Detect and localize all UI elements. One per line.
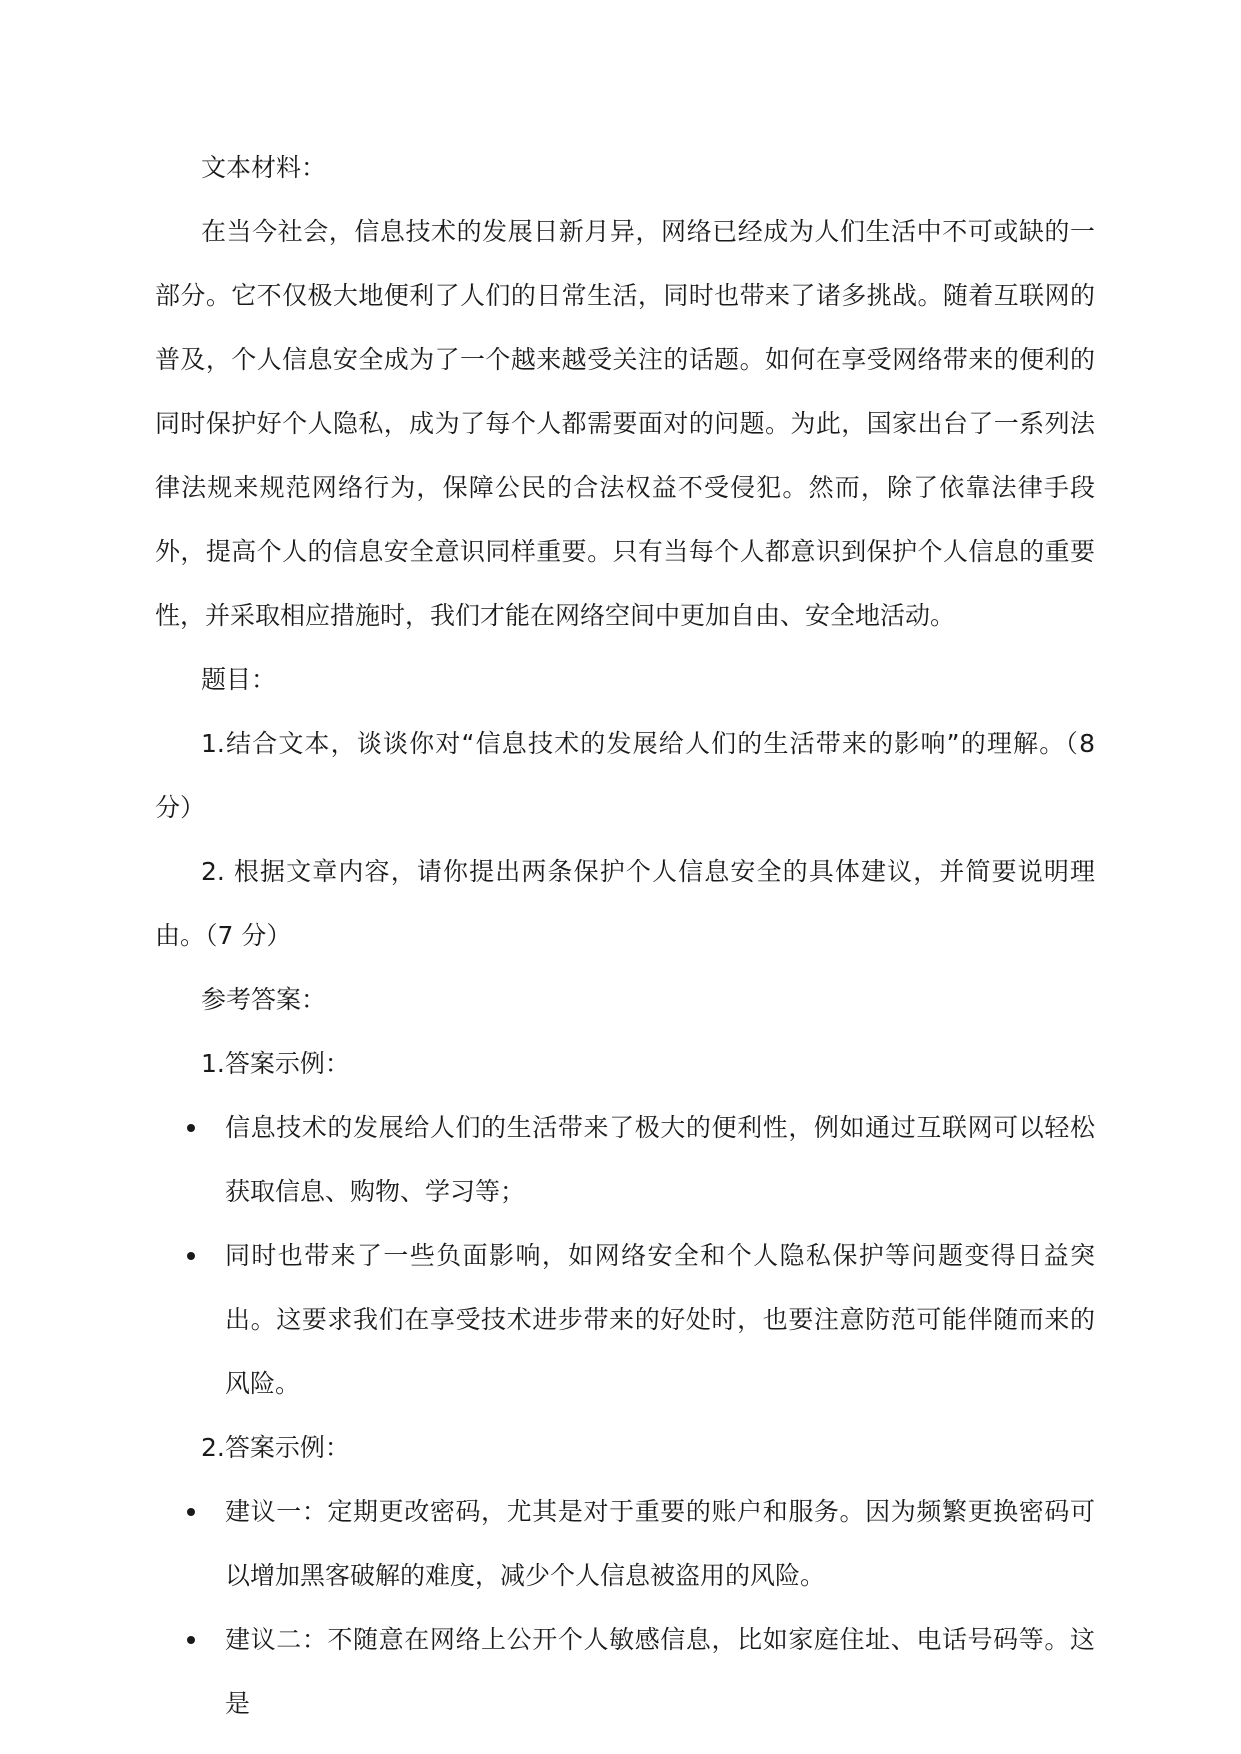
document-body (155, 136, 1095, 1736)
answer-1-list (155, 1096, 1095, 1416)
answer-2-heading: 2.答案示例： (201, 1433, 350, 1462)
list-item (155, 1608, 1095, 1736)
bullet-icon (187, 1508, 195, 1516)
bullet-icon (187, 1636, 195, 1644)
list-item (155, 1096, 1095, 1224)
list-item-text: 信息技术的发展给人们的生活带来了极大的便利性，例如通过互联网可以轻松获取信息、购物、学习等； (225, 1113, 1095, 1206)
questions-heading: 题目： (201, 665, 277, 694)
list-item-text: 建议二：不随意在网络上公开个人敏感信息，比如家庭住址、电话号码等。这是 (225, 1625, 1095, 1718)
answers-heading: 参考答案： (201, 985, 327, 1014)
question-1: 1.结合文本，谈谈你对“信息技术的发展给人们的生活带来的影响”的理解。（8 分） (155, 729, 1095, 822)
list-item-text: 建议一：定期更改密码，尤其是对于重要的账户和服务。因为频繁更换密码可以增加黑客破解的难度，减少个人信息被盗用的风险。 (225, 1497, 1095, 1590)
answer-1-heading: 1.答案示例： (201, 1049, 350, 1078)
answer-2-list (155, 1480, 1095, 1736)
list-item-text: 同时也带来了一些负面影响，如网络安全和个人隐私保护等问题变得日益突出。这要求我们在享受技术进步带来的好处时，也要注意防范可能伴随而来的风险。 (225, 1241, 1095, 1398)
bullet-icon (187, 1124, 195, 1132)
question-2: 2. 根据文章内容，请你提出两条保护个人信息安全的具体建议，并简要说明理由。（7 分） (155, 857, 1095, 950)
list-item (155, 1480, 1095, 1608)
material-paragraph: 在当今社会，信息技术的发展日新月异，网络已经成为人们生活中不可或缺的一部分。它不仅极大地便利了人们的日常生活，同时也带来了诸多挑战。随着互联网的普及，个人信息安全成为了一个越来越受关注的话题。如何在享受网络带来的便利的同时保护好个人隐私，成为了每个人都需要面对的问题。为此，国家出台了一系列法律法规来规范网络行为，保障公民的合法权益不受侵犯。然而，除了依靠法律手段外，提高个人的信息安全意识同样重要。只有当每个人都意识到保护个人信息的重要性，并采取相应措施时，我们才能在网络空间中更加自由、安全地活动。 (155, 217, 1095, 630)
material-heading: 文本材料： (201, 153, 327, 182)
list-item (155, 1224, 1095, 1416)
bullet-icon (187, 1252, 195, 1260)
